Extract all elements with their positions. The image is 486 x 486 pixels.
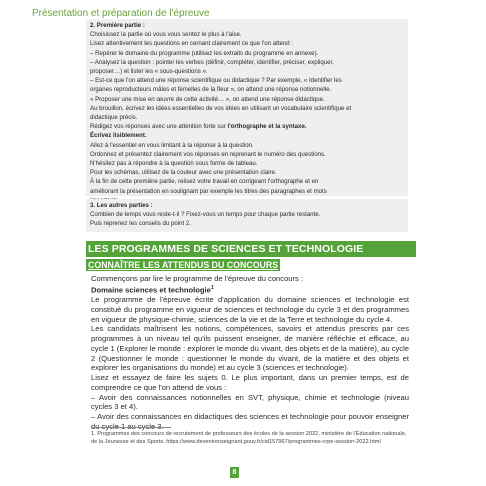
- box-line: proposer…) et lister les « sous-questions ».: [90, 68, 208, 76]
- paragraph: Commençons par lire le programme de l'épreuve du concours :: [91, 274, 304, 283]
- running-head: Présentation et préparation de l'épreuve: [32, 8, 210, 19]
- box-line: – Est-ce que l'on attend une réponse scientifique ou didactique ? Par exemple, « Identifier les: [90, 77, 342, 85]
- paragraph: Le programme de l'épreuve écrite d'application du domaine sciences et technologie est constitué du programme en vigueur de sciences et technologie du cycle 3 et des programmes en vigueur de physique-chimie, sciences de la vie et de la Terre et technologie du cycle 4.: [91, 295, 409, 324]
- box-line: améliorant la présentation en soulignant par exemple les titres des paragraphes et mots: [90, 187, 327, 195]
- advice-box-other-parts: [86, 199, 408, 232]
- body-text: [91, 274, 409, 432]
- box-line: Combien de temps vous reste-t-il ? Fixez-vous un temps pour chaque partie restante.: [90, 211, 321, 219]
- box-line: Lisez attentivement les questions en cernant clairement ce que l'on attend :: [90, 40, 294, 48]
- subsection-title: CONNAÎTRE LES ATTENDUS DU CONCOURS: [88, 260, 279, 270]
- box-line: – Analysez la question : pointer les verbes (définir, compléter, identifier, préciser, expliquer,: [90, 58, 334, 66]
- box-line: Puis reprenez les conseils du point 2.: [90, 220, 191, 228]
- box-line: N'hésitez pas à répondre à la question sous forme de tableau.: [90, 160, 258, 168]
- box-text: Rédigez vos réponses avec une attention forte sur: [90, 123, 228, 131]
- box-line-emphasis: Écrivez lisiblement.: [90, 132, 147, 140]
- programme-title: [91, 284, 409, 295]
- box-line: – Repérer le domaine du programme (utilisez les extraits du programme en annexe).: [90, 49, 319, 57]
- paragraph: – Avoir des connaissances en didactiques des sciences et technologie pour pouvoir enseigner du cycle 1 au cycle 3.: [91, 412, 409, 431]
- paragraph: Les candidats maîtrisent les notions, compétences, savoirs et attendus prescrits par ces programmes à un niveau tel qu'ils puissent enseigner, de manière réfléchie et efficace, au cycle 1 (Explorer le monde : explorer le monde du vivant, des objets et de la matière), au cycle 2 (Questionner le monde : questionner le monde du vivant, de la matière et des objets et explorer les organisations du monde) et au cycle 3 (sciences et technologie).: [91, 324, 409, 373]
- paragraph: – Avoir des connaissances notionnelles en SVT, physique, chimie et technologie (niveau cycles 3 et 4).: [91, 392, 409, 412]
- box-line: [90, 122, 404, 131]
- box-line: Choisissez la partie où vous vous sentez le plus à l'aise.: [90, 31, 242, 39]
- page-number: 8: [230, 467, 239, 478]
- box-line: didactique précis.: [90, 114, 138, 122]
- box-line: « Proposer une mise en œuvre de cette activité… », on attend une réponse didactique.: [90, 95, 325, 103]
- paragraph: Lisez et essayez de faire les sujets 0. Le plus important, dans un premier temps, est de comprendre ce que l'on attend de vous :: [91, 373, 409, 392]
- section-title: LES PROGRAMMES DE SCIENCES ET TECHNOLOGIE: [86, 241, 416, 257]
- footnote: 1. Programmes des concours de recrutement de professeurs des écoles de la session 2022, ministère de l'Éducation nationale, de la Jeunesse et des Sports. https://www.devenirenseignant.gouv.fr/cid157967/programmes-crpe-session-2022.html: [91, 431, 407, 445]
- box-line: À la fin de cette première partie, relisez votre travail en corrigeant l'orthographe et en: [90, 178, 319, 186]
- box-title: 2. Première partie :: [90, 22, 145, 29]
- box-line: Allez à l'essentiel en vous limitant à la réponse à la question.: [90, 141, 254, 149]
- box-line: organes reproducteurs mâles et femelles de la fleur », on attend une réponse notionnelle.: [90, 86, 332, 94]
- footnote-divider: [91, 427, 171, 428]
- box-title: 3. Les autres parties :: [90, 202, 153, 209]
- footnote-ref: 1: [210, 284, 214, 291]
- box-line: Pour les schémas, utilisez de la couleur avec une présentation claire.: [90, 169, 277, 177]
- programme-title-text: Domaine sciences et technologie: [91, 285, 211, 295]
- box-line: Au brouillon, écrivez les idées essentielles de vos idées en utilisant un vocabulaire scientifique et: [90, 104, 352, 112]
- advice-box-first-part: [86, 19, 408, 196]
- box-line: Ordonnez et présentez clairement vos réponses en reprenant le numéro des questions.: [90, 150, 326, 158]
- box-emphasis: l'orthographe et la syntaxe.: [227, 123, 307, 131]
